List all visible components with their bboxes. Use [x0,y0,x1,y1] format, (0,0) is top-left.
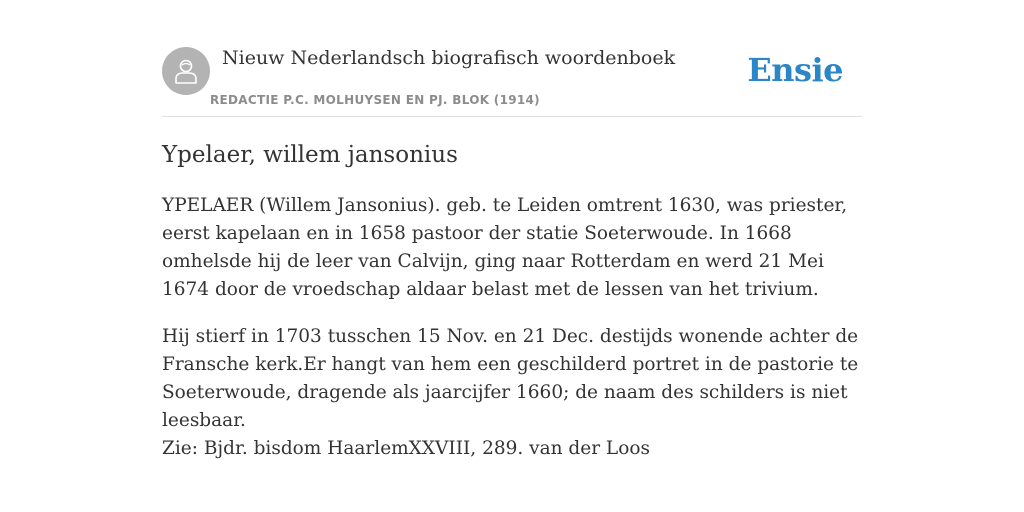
article-header [162,0,862,117]
article-card [162,0,862,459]
user-icon-glyph [173,57,199,85]
entry-paragraph-1: YPELAER (Willem Jansonius). geb. te Leiden omtrent 1630, was priester, eerst kapelaan en in 1658 pastoor der statie Soeterwoude. In 1668 omhelsde hij de leer van Calvijn, ging naar Rotterdam en werd 21 Mei 1674 door de vroedschap aldaar belast met de lessen van het trivium. [162,195,848,300]
entry-title: Ypelaer, willem jansonius [162,142,458,168]
entry-paragraph-2: Hij stierf in 1703 tusschen 15 Nov. en 21 Dec. destijds wonende achter de Fransche kerk.Er hangt van hem een geschilderd portret in de pastorie te Soeterwoude, dragende als jaarcijfer 1660; de naam des schilders is niet leesbaar. [162,326,859,431]
editors-label: REDACTIE P.C. MOLHUYSEN EN PJ. BLOK (1914) [210,93,540,107]
book-title[interactable]: Nieuw Nederlandsch biografisch woordenboek [222,47,676,69]
entry-reference: Zie: Bjdr. bisdom HaarlemXXVIII, 289. van der Loos [162,438,650,459]
user-icon[interactable] [162,47,210,95]
ensie-logo[interactable]: Ensie [747,51,843,89]
